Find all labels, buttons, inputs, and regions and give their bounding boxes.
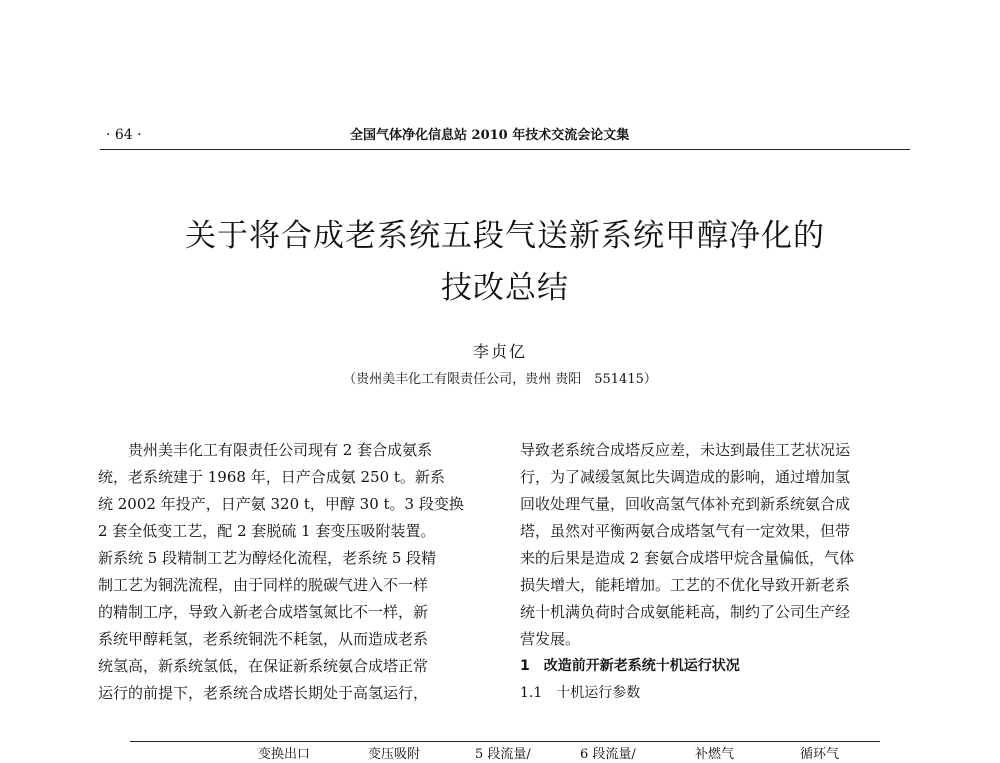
text-line: 新系统 5 段精制工艺为醇烃化流程，老系统 5 段精 [98, 549, 437, 567]
article-title [120, 210, 890, 314]
text-line: 统氢高，新系统氢低，在保证新系统氨合成塔正常 [98, 657, 429, 675]
text-line: 损失增大，能耗增加。工艺的不优化导致开新老系 [520, 576, 851, 594]
title-line-2: 技改总结 [441, 270, 569, 306]
intro-paragraph [98, 437, 490, 707]
table-header-cell: 变压吸附 [368, 747, 421, 762]
text-line: 塔，虽然对平衡两氨合成塔氢气有一定效果，但带 [520, 522, 851, 540]
text-line: 统十机满负荷时合成氨能耗高，制约了公司生产经 [520, 603, 851, 621]
page-header [100, 125, 910, 151]
table-header-cell: 6 段流量/ [580, 747, 636, 762]
text-line: 回收处理气量，回收高氢气体补充到新系统氨合成 [520, 495, 851, 513]
text-line: 统，老系统建于 1968 年，日产合成氨 250 t。新系 [98, 468, 445, 486]
text-line: 行，为了减缓氢氮比失调造成的影响，通过增加氢 [520, 468, 851, 486]
running-title: 全国气体净化信息站 2010 年技术交流会论文集 [350, 128, 630, 143]
page-number: · 64 · [106, 127, 142, 143]
text-line: 运行的前提下，老系统合成塔长期处于高氢运行， [98, 684, 429, 702]
author-name: 李贞亿 [472, 342, 527, 361]
author-affiliation: （贵州美丰化工有限责任公司，贵州 贵阳 551415） [343, 372, 657, 387]
text-line: 营发展。 [520, 630, 581, 648]
intro-paragraph-continued [520, 437, 912, 653]
left-column [98, 437, 490, 707]
text-line: 来的后果是造成 2 套氨合成塔甲烷含量偏低，气体 [520, 549, 855, 567]
table-top-rule [130, 741, 880, 742]
text-line: 系统甲醇耗氢，老系统铜洗不耗氢，从而造成老系 [98, 630, 429, 648]
text-line: 的精制工序，导致入新老合成塔氢氮比不一样，新 [98, 603, 429, 621]
table-header-cell: 5 段流量/ [475, 747, 531, 762]
section-heading: 1 改造前开新老系统十机运行状况 [520, 658, 740, 674]
table-header-cell: 循环气 [800, 747, 840, 762]
subsection-heading: 1.1 十机运行参数 [520, 685, 641, 701]
text-line: 2 套全低变工艺，配 2 套脱硫 1 套变压吸附装置。 [98, 522, 436, 540]
right-column [520, 437, 912, 707]
title-line-1: 关于将合成老系统五段气送新系统甲醇净化的 [185, 218, 825, 254]
text-line: 导致老系统合成塔反应差，未达到最佳工艺状况运 [520, 441, 851, 459]
text-line: 统 2002 年投产，日产氨 320 t，甲醇 30 t。3 段变换 [98, 495, 464, 513]
text-line: 制工艺为铜洗流程，由于同样的脱碳气进入不一样 [98, 576, 429, 594]
text-line: 贵州美丰化工有限责任公司现有 2 套合成氨系 [128, 441, 433, 459]
table-header-cell: 补燃气 [695, 747, 735, 762]
header-rule [100, 149, 910, 150]
table-header-row [130, 747, 880, 763]
table-header-cell: 变换出口 [258, 747, 311, 762]
